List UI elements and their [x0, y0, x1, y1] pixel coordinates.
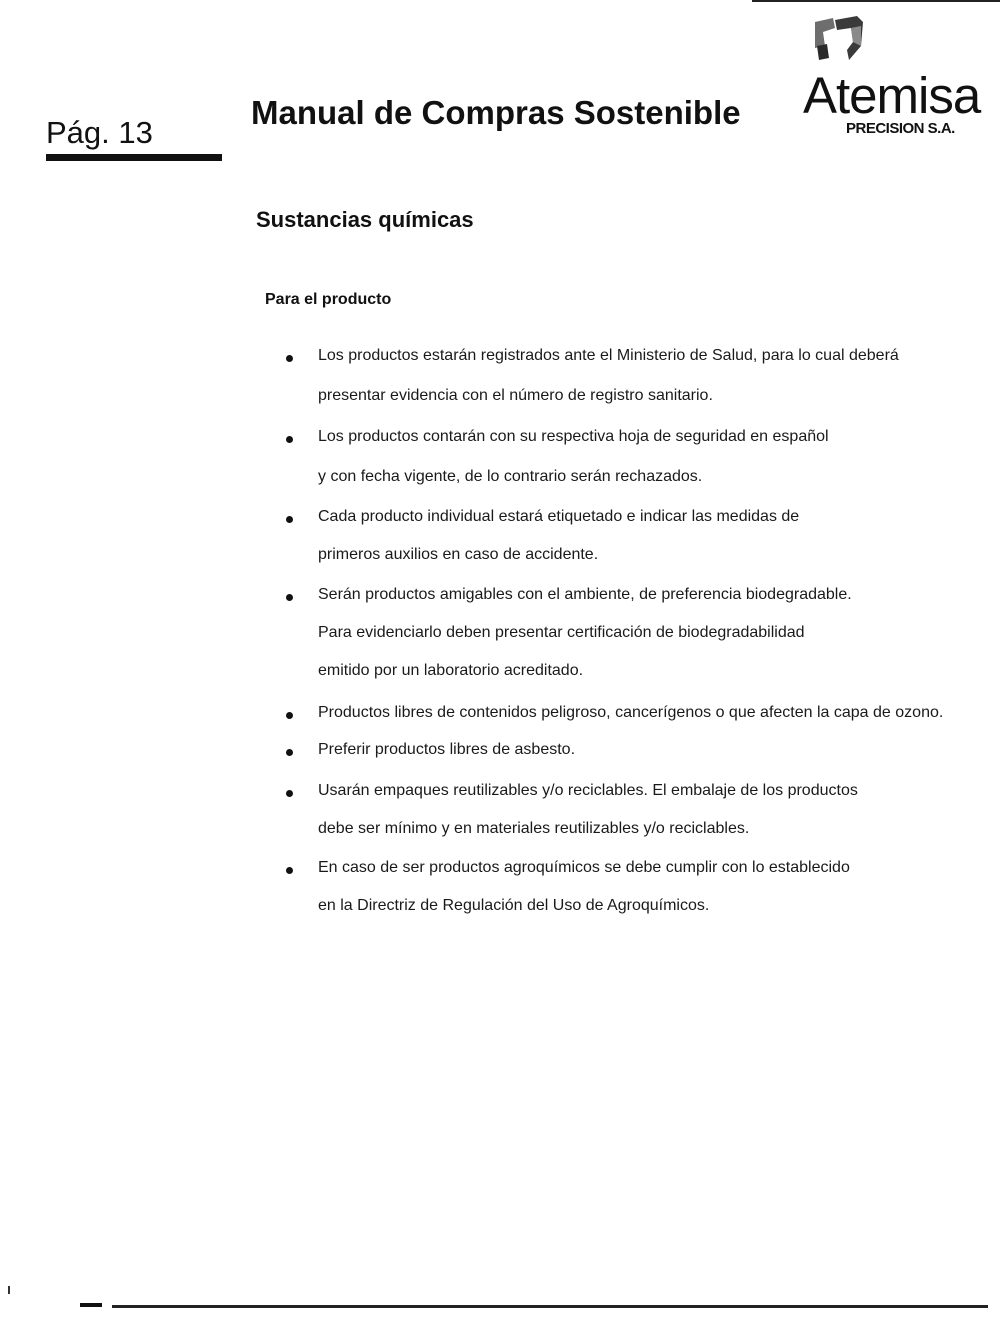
bullet-icon	[286, 594, 293, 601]
footer-rule	[112, 1305, 988, 1308]
header-top-rule	[752, 0, 1000, 2]
bullet-icon	[286, 355, 293, 362]
list-item-line: Los productos estarán registrados ante el Ministerio de Salud, para lo cual deberá	[318, 347, 899, 364]
footer-mark	[80, 1303, 102, 1307]
list-item-line: primeros auxilios en caso de accidente.	[318, 546, 599, 563]
list-item-line: En caso de ser productos agroquímicos se debe cumplir con lo establecido	[318, 859, 850, 876]
page-number-underline	[46, 154, 222, 161]
list-item-line: Productos libres de contenidos peligroso, cancerígenos o que afecten la capa de ozono.	[318, 704, 944, 721]
bullet-icon	[286, 516, 293, 523]
list-item-line: Usarán empaques reutilizables y/o reciclables. El embalaje de los productos	[318, 782, 858, 799]
margin-mark	[8, 1286, 10, 1294]
section-title: Sustancias químicas	[256, 207, 474, 232]
list-item-line: Serán productos amigables con el ambiente, de preferencia biodegradable.	[318, 586, 852, 603]
logo-subtitle: PRECISION S.A.	[846, 120, 955, 137]
list-item-line: Los productos contarán con su respectiva hoja de seguridad en español	[318, 428, 829, 445]
bullet-icon	[286, 712, 293, 719]
list-item-line: presentar evidencia con el número de registro sanitario.	[318, 387, 713, 404]
bullet-icon	[286, 749, 293, 756]
list-item-line: Preferir productos libres de asbesto.	[318, 741, 576, 758]
bullet-icon	[286, 436, 293, 443]
list-item-line: debe ser mínimo y en materiales reutilizables y/o reciclables.	[318, 820, 750, 837]
list-item-line: Para evidenciarlo deben presentar certificación de biodegradabilidad	[318, 624, 805, 641]
list-item-line: y con fecha vigente, de lo contrario serán rechazados.	[318, 468, 703, 485]
list-item-line: en la Directriz de Regulación del Uso de Agroquímicos.	[318, 897, 710, 914]
document-title: Manual de Compras Sostenible	[251, 94, 741, 131]
bullet-icon	[286, 867, 293, 874]
company-logo	[800, 16, 990, 146]
list-item-line: Cada producto individual estará etiquetado e indicar las medidas de	[318, 508, 800, 525]
atemisa-logo-mark-icon	[805, 16, 875, 68]
subsection-title: Para el producto	[265, 291, 392, 308]
list-item-line: emitido por un laboratorio acreditado.	[318, 662, 584, 679]
bullet-icon	[286, 790, 293, 797]
page-number: Pág. 13	[46, 115, 153, 150]
logo-wordmark: Atemisa	[803, 67, 981, 124]
